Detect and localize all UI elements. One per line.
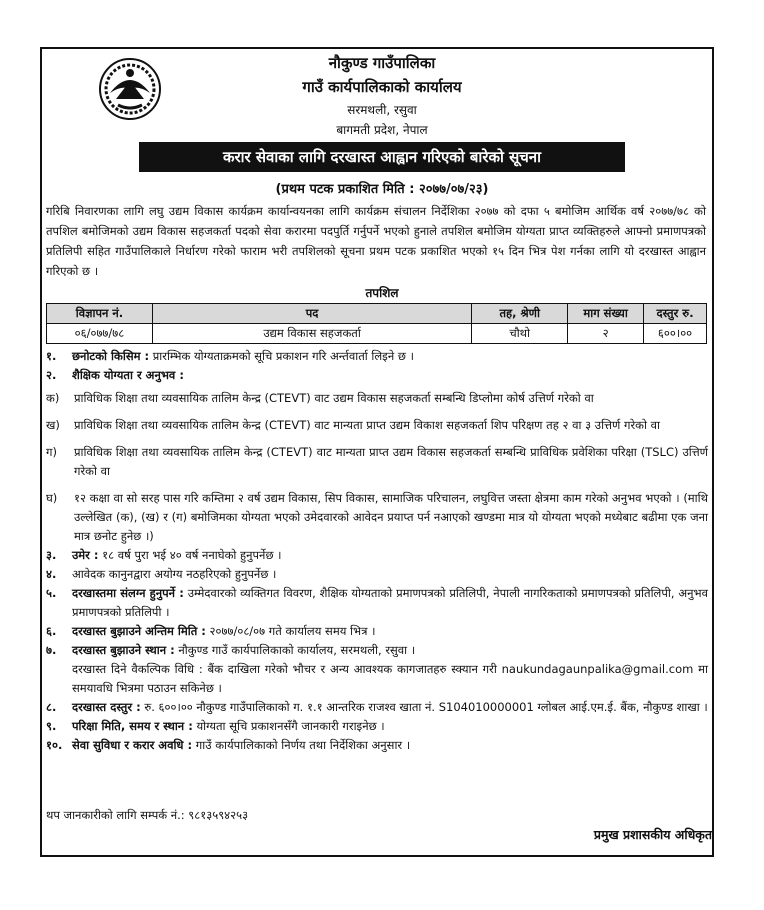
list-item: १०. सेवा सुविधा र करार अवधि : गाउँ कार्यपालिकाको निर्णय तथा निर्देशिका अनुसार ।: [46, 738, 411, 752]
published-date: (प्रथम पटक प्रकाशित मिति : २०७७/०७/२३): [275, 182, 489, 197]
list-item: ३. उमेर : १८ वर्ष पुरा भई ४० वर्ष ननाघेको हुनुपर्नेछ ।: [46, 548, 282, 562]
list-subitem: ख) प्राविधिक शिक्षा तथा व्यवसायिक तालिम केन्द्र (CTEVT) वाट मान्यता प्राप्त उद्यम विकाश सहजकर्ता शिप परिक्षण तह २ वा ३ उत्तिर्ण गरेको वा: [46, 418, 660, 432]
address-line-1: सरमथली, रसुवा: [347, 103, 417, 117]
list-item: ६. दरखास्त बुझाउने अन्तिम मिति : २०७७/०८/०७ गते कार्यालय समय भित्र ।: [46, 624, 376, 638]
list-subitem: क) प्राविधिक शिक्षा तथा व्यवसायिक तालिम केन्द्र (CTEVT) वाट उद्यम विकास सहजकर्ता सम्बन्धि डिप्लोमा कोर्ष उत्तिर्ण गरेको वा: [46, 391, 594, 405]
office-title: गाउँ कार्यपालिकाको कार्यालय: [302, 78, 462, 96]
list-item: २. शैक्षिक योग्यता र अनुभव :: [46, 368, 184, 382]
table-row: [47, 324, 707, 344]
vacancy-table: [46, 303, 707, 344]
cell-demand: २: [568, 324, 644, 344]
table-header-row: [47, 304, 707, 324]
alternative-submission: दरखास्त दिने वैकल्पिक विधि : बैंक दाखिला गरेको भौचर र अन्य आवश्यक कागजातहरु स्क्यान गरी naukundagaunpalika@gmail.com मा समयावधि भित्रमा पठाउन सकिनेछ ।: [72, 662, 708, 695]
cell-post: उद्यम विकास सहजकर्ता: [152, 324, 471, 344]
conditions-list: [46, 347, 708, 755]
list-item: ५. दरखास्तमा संलग्न हुनुपर्ने : उम्मेदवारको व्यक्तिगत विवरण, शैक्षिक योग्यताको प्रमाणपत्रको प्रतिलिपी, नेपाली नागरिकताको प्रमाणपत्रको प्रतिलिपी, अनुभव प्रमाणपत्रको प्रतिलिपी ।: [46, 586, 709, 619]
list-subitem: घ) १२ कक्षा वा सो सरह पास गरि कम्तिमा २ वर्ष उद्यम विकास, सिप विकास, सामाजिक परिचालन, लघुवित्त जस्ता क्षेत्रमा काम गरेको अनुभव भएको । (माथि उल्लेखित (क), (ख) र (ग) बमोजिमका योग्यता भएको उमेदवारको आवेदन प्रयाप्त पर्न नआएको खण्डमा मात्र यो योग्यता भएको मध्येबाट बढीमा एक जना मात्र छनोट हुनेछ ।): [46, 491, 708, 543]
col-post: पद: [152, 304, 471, 324]
intro-paragraph: गरिबि निवारणका लागि लघु उद्यम विकास कार्यक्रम कार्यान्वयनका लागि कार्यक्रम संचालन निर्देशिका २०७७ को दफा ५ बमोजिम आर्थिक वर्ष २०७७/७८ को तपशिल बमोजिमको उद्यम विकास सहजकर्ता पदको सेवा करारमा पदपुर्ति गर्नुपर्ने भएको हुनाले तपशिल बमोजिम योग्यता प्राप्त व्यक्तिहरुले आफ्नो प्रमाणपत्रको प्रतिलिपी सहित गाउँपालिकाले निर्धारण गरेको फाराम भरी तपशिलको सूचना प्रथम पटक प्रकाशित भएको १५ दिन भित्र पेश गर्नका लागि यो दरखास्त आह्वान गरिएको छ ।: [46, 204, 706, 278]
list-item: ८. दरखास्त दस्तुर : रु. ६००।०० नौकुण्ड गाउँपालिकाको ग. १.१ आन्तरिक राजश्व खाता नं. S104010000001 ग्लोबल आई.एम.ई. बैंक, नौकुण्ड शाखा ।: [46, 700, 708, 714]
col-ad-no: विज्ञापन नं.: [47, 304, 153, 324]
list-item: १. छनोटको किसिम : प्रारम्भिक योग्यताक्रमको सूचि प्रकाशन गरि अर्न्तवार्ता लिइने छ ।: [46, 349, 414, 363]
signatory: प्रमुख प्रशासकीय अधिकृत: [593, 827, 712, 842]
list-subitem: ग) प्राविधिक शिक्षा तथा व्यवसायिक तालिम केन्द्र (CTEVT) वाट मान्यता प्राप्त उद्यम विकास सहजकर्ता सम्बन्धि प्राविधिक प्रवेशिका परिक्षा (TSLC) उत्तिर्ण गरेको वा: [46, 445, 708, 478]
address-line-2: बागमती प्रदेश, नेपाल: [336, 123, 428, 137]
list-item: ९. परिक्षा मिति, समय र स्थान : योग्यता सूचि प्रकाशनसँगै जानकारी गराइनेछ ।: [46, 719, 385, 733]
col-level: तह, श्रेणी: [472, 304, 568, 324]
table-heading: तपशिल: [365, 286, 399, 300]
cell-fee: ६००।००: [644, 324, 707, 344]
cell-ad-no: ०६/०७७/७८: [47, 324, 153, 344]
contact-number: थप जानकारीको लागि सम्पर्क नं.: ९८१३५९४२५३: [46, 808, 249, 822]
list-item: ४. आवेदक कानुनद्वारा अयोग्य नठहरिएको हुनुपर्नेछ ।: [46, 567, 277, 581]
list-item: ७. दरखास्त बुझाउने स्थान : नौकुण्ड गाउँ कार्यपालिकाको कार्यालय, सरमथली, रसुवा । दरखास्त दिने वैकल्पिक विधि : बैंक दाखिला गरेको भौचर र अन्य आवश्यक कागजातहरु स्क्यान गरी naukundagaunpalika@gmail.com मा समयावधि भित्रमा पठाउन सकिनेछ ।: [46, 643, 708, 695]
cell-level: चौथो: [472, 324, 568, 344]
office-name: नौकुण्ड गाउँपालिका: [328, 54, 436, 72]
col-fee: दस्तुर रु.: [644, 304, 707, 324]
notice-title: करार सेवाका लागि दरखास्त आह्वान गरिएको बारेको सूचना: [139, 142, 625, 172]
col-demand: माग संख्या: [568, 304, 644, 324]
